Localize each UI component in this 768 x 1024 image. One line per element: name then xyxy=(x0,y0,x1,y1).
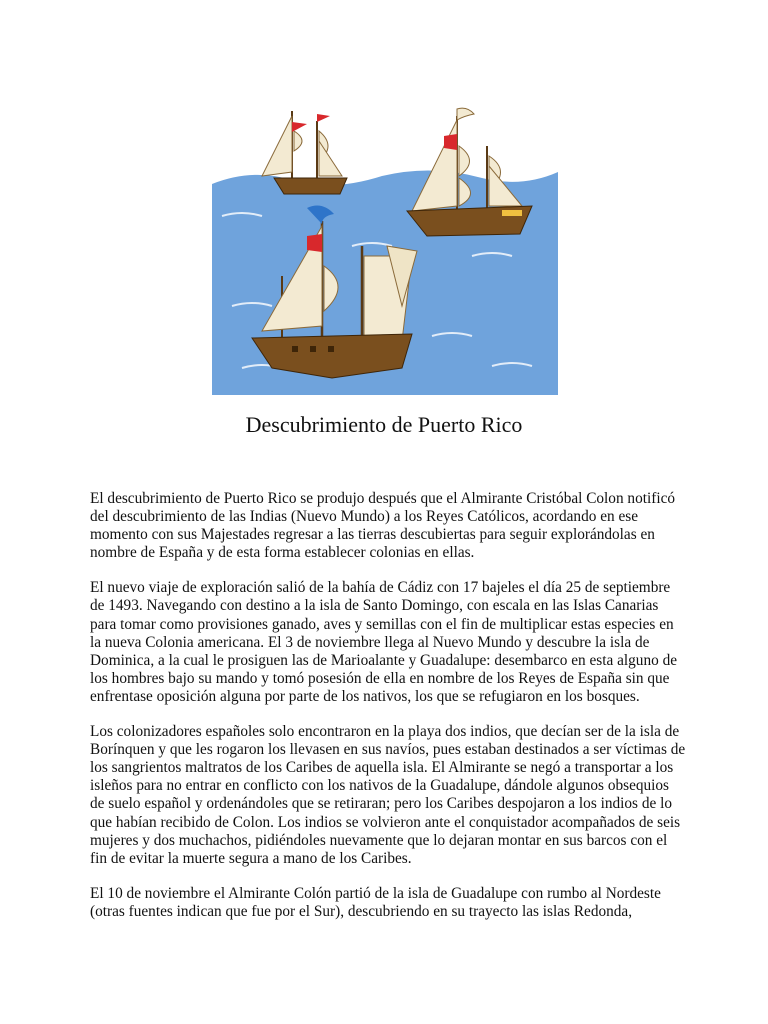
page-title: Descubrimiento de Puerto Rico xyxy=(245,412,523,437)
paragraph: El 10 de noviembre el Almirante Colón partió de la isla de Guadalupe con rumbo al Nordeste (otras fuentes indican que fue por el Sur), descubriendo en su trayecto las islas Redonda, xyxy=(90,884,661,920)
paragraph: Los colonizadores españoles solo encontraron en la playa dos indios, que decían ser de la isla de Borínquen y que les rogaron los llevasen en sus navíos, pues estaban destinados a ser víctimas de los sangrientos maltratos de los Caribes de aquella isla. El Almirante se negó a transportar a los isleños para no entrar en conflicto con los nativos de la Guadalupe, dándole algunos obsequios de suelo español y ordenándoles que se retiraran; pero los Caribes despojaron a los indios de lo que habían recibido de Colon. Los indios se volvieron ante el conquistador acompañados de seis mujeres y dos muchachos, pidiéndoles nuevamente que lo dejaran montar en sus barcos con el fin de evitar la muerte segura a mano de los Caribes. xyxy=(90,723,686,867)
three-caravel-ships-icon xyxy=(212,106,558,395)
ships-illustration xyxy=(212,106,558,395)
paragraph: El descubrimiento de Puerto Rico se produjo después que el Almirante Cristóbal Colon notificó del descubrimiento de las Indias (Nuevo Mundo) a los Reyes Católicos, acordando en ese momento con sus Majestades regresar a las tierras descubiertas para seguir explorándolas en nombre de España y de esta forma establecer colonias en ellas. xyxy=(90,490,676,562)
document-body xyxy=(90,490,690,938)
paragraph: El nuevo viaje de exploración salió de la bahía de Cádiz con 17 bajeles el día 25 de septiembre de 1493. Navegando con destino a la isla de Santo Domingo, con escala en las Islas Canarias para tomar como provisiones ganado, aves y semillas con el fin de multiplicar estas especies en la nueva Colonia americana. El 3 de noviembre llega al Nuevo Mundo y descubre la isla de Dominica, a la cual le prosiguen las de Marioalante y Guadalupe: desembarco en esta alguno de los hombres bajo su mando y tomó posesión de ella en nombre de los Reyes de España sin que enfrentase oposición alguna por parte de los nativos, los que se refugiaron en los bosques. xyxy=(90,579,678,705)
